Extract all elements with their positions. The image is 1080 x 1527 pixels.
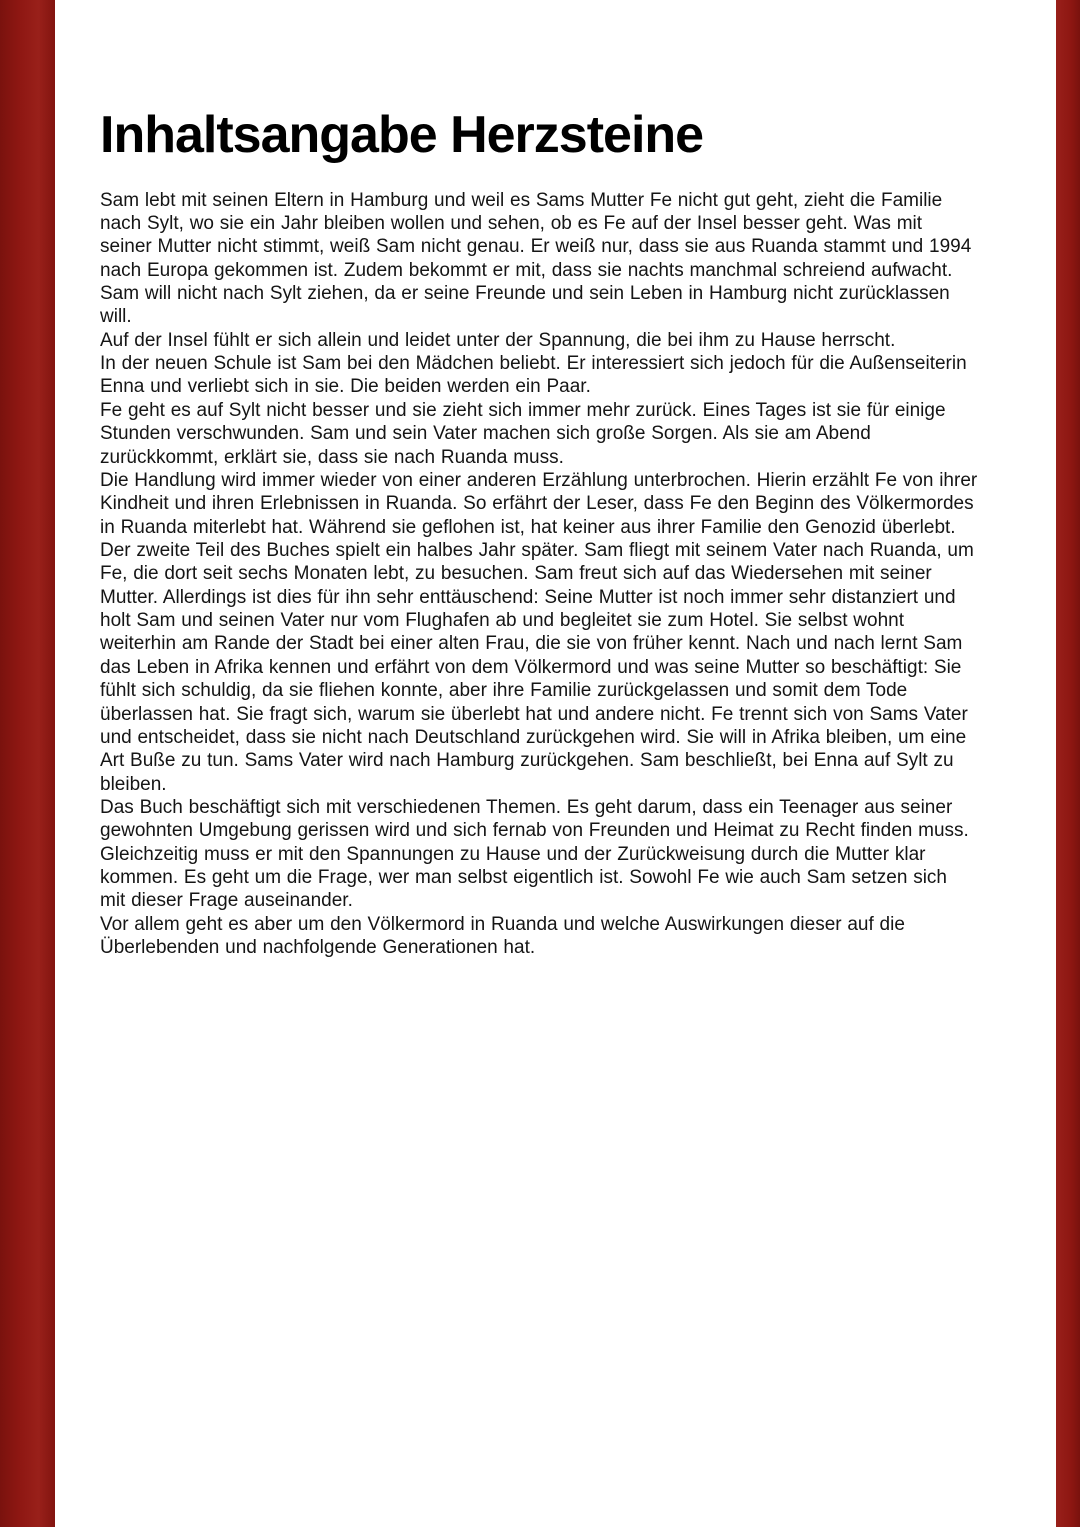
summary-paragraph: Das Buch beschäftigt sich mit verschiedenen Themen. Es geht darum, dass ein Teenager aus seiner gewohnten Umgebung gerissen wird und sich fernab von Freunden und Heimat zu Recht finden muss. Gleichzeitig muss er mit den Spannungen zu Hause und der Zurückweisung durch die Mutter klar kommen. Es geht um die Frage, wer man selbst eigentlich ist. Sowohl Fe wie auch Sam setzen sich mit dieser Frage auseinander. xyxy=(100,796,969,912)
right-binding-bar xyxy=(1056,0,1080,1527)
page-title: Inhaltsangabe Herzsteine xyxy=(100,106,704,164)
summary-paragraph: Sam lebt mit seinen Eltern in Hamburg und weil es Sams Mutter Fe nicht gut geht, zieht die Familie nach Sylt, wo sie ein Jahr bleiben wollen und sehen, ob es Fe auf der Insel besser geht. Was mit seiner Mutter nicht stimmt, weiß Sam nicht genau. Er weiß nur, dass sie aus Ruanda stammt und 1994 nach Europa gekommen ist. Zudem bekommt er mit, dass sie nachts manchmal schreiend aufwacht. xyxy=(100,189,972,281)
summary-paragraph: Vor allem geht es aber um den Völkermord in Ruanda und welche Auswirkungen dieser auf die Überlebenden und nachfolgende Generationen hat. xyxy=(100,913,905,959)
summary-paragraph: Sam will nicht nach Sylt ziehen, da er seine Freunde und sein Leben in Hamburg nicht zurücklassen will. xyxy=(100,283,950,328)
summary-paragraph: Fe geht es auf Sylt nicht besser und sie zieht sich immer mehr zurück. Eines Tages ist sie für einige Stunden verschwunden. Sam und sein Vater machen sich große Sorgen. Als sie am Abend zurückkommt, erklärt sie, dass sie nach Ruanda muss. xyxy=(100,399,946,468)
summary-paragraph: Die Handlung wird immer wieder von einer anderen Erzählung unterbrochen. Hierin erzählt Fe von ihrer Kindheit und ihren Erlebnissen in Ruanda. So erfährt der Leser, dass Fe den Beginn des Völkermordes in Ruanda miterlebt hat. Während sie geflohen ist, hat keiner aus ihrer Familie den Genozid überlebt. xyxy=(100,469,978,538)
left-binding-bar xyxy=(0,0,55,1527)
summary-paragraph: Der zweite Teil des Buches spielt ein halbes Jahr später. Sam fliegt mit seinem Vater nach Ruanda, um Fe, die dort seit sechs Monaten lebt, zu besuchen. Sam freut sich auf das Wiedersehen mit seiner Mutter. Allerdings ist dies für ihn sehr enttäuschend: Seine Mutter ist noch immer sehr distanziert und holt Sam und seinen Vater nur vom Flughafen ab und begleitet sie zum Hotel. Sie selbst wohnt weiterhin am Rande der Stadt bei einer alten Frau, die sie von früher kennt. Nach und nach lernt Sam das Leben in Afrika kennen und erfährt von dem Völkermord und was seine Mutter so beschäftigt: Sie fühlt sich schuldig, da sie fliehen konnte, aber ihre Familie zurückgelassen und somit dem Tode überlassen hat. Sie fragt sich, warum sie überlebt hat und andere nicht. Fe trennt sich von Sams Vater und entscheidet, dass sie nicht nach Deutschland zurückgehen wird. Sie will in Afrika bleiben, um eine Art Buße zu tun. Sams Vater wird nach Hamburg zurückgehen. Sam beschließt, bei Enna auf Sylt zu bleiben. xyxy=(100,539,974,795)
document-content xyxy=(100,108,978,959)
summary-body xyxy=(100,189,978,960)
summary-paragraph: Auf der Insel fühlt er sich allein und leidet unter der Spannung, die bei ihm zu Hause herrscht. xyxy=(100,329,896,351)
summary-paragraph: In der neuen Schule ist Sam bei den Mädchen beliebt. Er interessiert sich jedoch für die Außenseiterin Enna und verliebt sich in sie. Die beiden werden ein Paar. xyxy=(100,353,967,398)
